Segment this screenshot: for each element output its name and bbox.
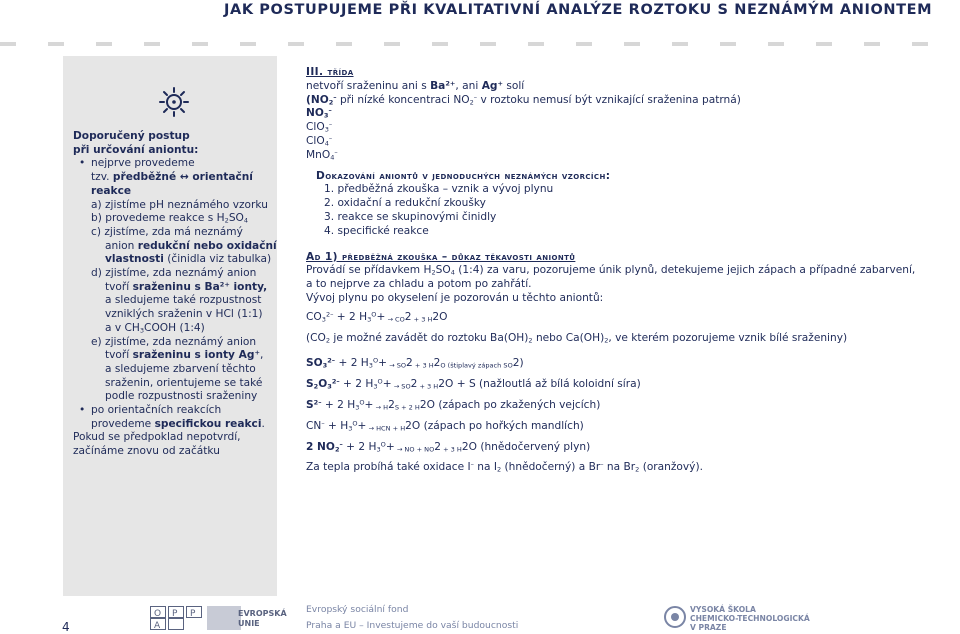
reaction-part: 2 <box>433 357 441 370</box>
reaction-part: na Br <box>603 461 636 474</box>
reaction-part: 2– <box>325 310 334 319</box>
sidebar-bullet: • po orientačních reakcích <box>73 404 273 418</box>
reaction-part: (hnědočerný) a Br <box>501 461 601 474</box>
svg-text:O: O <box>154 609 162 619</box>
reaction-part: (CO <box>306 331 326 344</box>
reaction-part: + 3 H <box>411 315 433 324</box>
reaction-part: 2 <box>512 357 520 370</box>
sidebar-line: vzniklých sraženin v HCl (1:1) <box>105 308 263 321</box>
reaction-part: O <box>380 439 386 448</box>
sidebar-heading: Doporučený postup <box>73 130 190 142</box>
reaction-no2 <box>306 441 946 455</box>
reaction-part: 3 <box>367 315 372 324</box>
reaction-part: O <box>372 356 379 365</box>
oxidation-note <box>306 461 946 475</box>
reaction-part: S <box>306 378 314 391</box>
svg-text:P: P <box>172 609 178 619</box>
reaction-part: + 2 H <box>321 398 356 411</box>
reaction-part: O <box>318 378 328 391</box>
reaction-part: O <box>359 398 365 407</box>
reaction-part: O + S (nažloutlá až bílá koloidní síra) <box>445 378 641 391</box>
sidebar-line: vlastnosti (činidla viz tabulka) <box>105 253 272 266</box>
anion-mno4: MnO$_4$– <box>306 148 338 162</box>
sidebar-text <box>73 130 277 459</box>
reaction-cn <box>306 420 946 434</box>
reaction-part: 3 <box>373 382 378 391</box>
reaction-part: 3 <box>321 315 326 324</box>
reaction-part: O (zápach po hořkých mandlích) <box>411 419 584 432</box>
reaction-part: 3 <box>348 424 353 433</box>
anion-no3: $NO_3^-$ <box>306 106 332 121</box>
sidebar-line: sraženin, orientujeme se také <box>105 376 263 389</box>
reaction-part: 3 <box>376 445 381 454</box>
reaction-part: – <box>470 460 474 469</box>
sidebar-line: c) zjistíme, zda má neznámý <box>91 225 243 238</box>
reaction-co3 <box>306 311 946 325</box>
sidebar-line: d) zjistíme, zda neznámý anion <box>91 267 257 280</box>
reaction-part: SO <box>306 357 323 370</box>
reaction-part: 2– <box>313 398 322 407</box>
reaction-part: S <box>306 398 314 411</box>
reaction-part: + <box>378 357 388 370</box>
reaction-part: 2 <box>410 378 418 391</box>
reaction-part: , ve kterém pozorujeme vznik bílé sraženiny) <box>608 331 848 344</box>
sidebar-line: tzv. předběžné ↔ orientační <box>91 171 253 184</box>
reaction-part: Za tepla probíhá také oxidace I <box>306 461 471 474</box>
reaction-part: + 2 H <box>335 357 369 370</box>
reaction-part: + <box>376 310 386 323</box>
text-line: ($NO_2^-$ při nízké koncentraci $NO_2^-$ v roztoku nemusí být vznikající sraženina patrná) <box>306 92 741 107</box>
sidebar-line: a) zjistíme pH neznámého vzorku <box>91 198 268 211</box>
reaction-part: (oranžový). <box>639 461 703 474</box>
reaction-part: O <box>377 377 383 386</box>
list-item: 4. specifické reakce <box>324 224 429 237</box>
reaction-part: + <box>364 398 374 411</box>
reaction-part: O (štiplavý zápach SO <box>440 361 513 370</box>
sidebar-heading-2: při určování aniontu: <box>73 143 199 156</box>
reaction-part: 3 <box>327 382 332 391</box>
sidebar-line: tvoří sraženinu s $Ba^{2+}$ ionty, <box>105 280 268 293</box>
reaction-part: 2 <box>334 445 340 454</box>
sidebar-line: a sledujeme také rozpustnost <box>105 294 262 307</box>
reaction-s <box>306 399 946 413</box>
page-number: 4 <box>62 620 70 634</box>
sidebar-line: provedeme specifickou reakci. <box>91 417 265 430</box>
sidebar-line: tvoří sraženinu s ionty Ag+, <box>105 348 264 362</box>
reaction-part: → SO <box>393 382 411 391</box>
reaction-part: → NO + NO <box>396 445 435 454</box>
reaction-part: 3 <box>322 361 328 370</box>
section-heading: III. třída <box>306 66 354 78</box>
reaction-part: O (hnědočervený plyn) <box>468 440 591 453</box>
reaction-part: 2 <box>604 336 609 345</box>
sidebar-line: Pokud se předpoklad nepotvrdí, <box>73 431 241 444</box>
text-line: Provádí se přídavkem $H_2SO_4$ (1:4) za varu, pozorujeme únik plynů, detekujeme jejich zápach a případné zabarvení, <box>306 264 916 277</box>
reaction-so3 <box>306 357 946 371</box>
text-line: a to nejprve za chladu a potom po zahřátí. <box>306 278 532 291</box>
sidebar-line: začínáme znovu od začátku <box>73 445 220 458</box>
anion-clo3: ClO$_3$– <box>306 120 333 134</box>
text-line: Vývoj plynu po okyselení je pozorován u těchto aniontů: <box>306 291 604 304</box>
reaction-part: nebo Ca(OH) <box>532 331 605 344</box>
reaction-part: – <box>600 460 604 469</box>
reaction-part: + 3 H <box>412 361 434 370</box>
svg-text:A: A <box>154 621 161 630</box>
reaction-part: 2 NO <box>306 440 335 453</box>
footer <box>0 600 960 633</box>
sidebar-line: reakce <box>91 184 132 197</box>
reaction-part: 3 <box>368 361 373 370</box>
list-item: 3. reakce se skupinovými činidly <box>324 210 497 223</box>
reaction-part: + H <box>324 419 349 432</box>
sidebar-line: b) provedeme reakce s $H_2SO_4$ <box>91 212 249 225</box>
main-content <box>306 66 946 475</box>
reaction-part: – <box>339 439 343 448</box>
reaction-part: 2– <box>327 356 336 365</box>
reaction-s2o3 <box>306 378 946 392</box>
reaction-part: 2 <box>419 398 427 411</box>
reaction-part: 2 <box>496 465 502 474</box>
arrow-right-icon: → <box>393 382 400 391</box>
reaction-part: + 2 H <box>339 378 374 391</box>
list-item: 1. předběžná zkouška – vznik a vývoj plynu <box>324 183 554 196</box>
reaction-part: + <box>385 440 395 453</box>
reaction-part: 2 <box>438 378 445 391</box>
reaction-part: 2 <box>434 440 441 453</box>
reaction-part: + <box>357 419 367 432</box>
reaction-part: → CO <box>387 315 405 324</box>
reaction-part: + 3 H <box>417 382 439 391</box>
sidebar-line: podle rozpustnosti sraženiny <box>105 390 258 403</box>
reaction-part: na I <box>473 461 497 474</box>
reaction-part: → SO <box>389 361 407 370</box>
reaction-part: – <box>321 419 325 428</box>
reaction-part: O <box>439 310 448 323</box>
arrow-right-icon: → <box>396 445 403 454</box>
reaction-part: S + 2 H <box>394 403 420 412</box>
reaction-part: + 2 H <box>342 440 377 453</box>
svg-text:P: P <box>190 609 196 619</box>
sidebar-line: e) zjistíme, zda neznámý anion <box>91 335 257 348</box>
reaction-part: → HCN + H <box>368 424 406 433</box>
reaction-part: CN <box>306 419 322 432</box>
sidebar-line: a sledujeme zbarvení těchto <box>105 362 256 375</box>
reaction-part: ) <box>519 357 524 370</box>
section-heading: Dokazování aniontů v jednoduchých neznámých vzorcích: <box>316 169 611 182</box>
vscht-logo-icon <box>664 605 686 629</box>
reaction-part: CO <box>306 310 322 323</box>
section-heading: Ad 1) předběžná zkouška – důkaz těkavosti aniontů <box>306 250 576 263</box>
reaction-part: + 3 H <box>440 445 462 454</box>
reaction-part: 2 <box>388 398 395 411</box>
arrow-right-icon: → <box>389 361 395 370</box>
reaction-part: 2 <box>528 336 533 345</box>
sidebar-line: a v $CH_3COOH$ (1:4) <box>105 321 205 335</box>
reaction-part: 2 <box>405 419 412 432</box>
arrow-right-icon: → <box>368 424 375 433</box>
fund-slogan: Praha a EU – Investujeme do vaší budoucnosti <box>306 620 519 631</box>
reaction-part: 2 <box>325 336 331 345</box>
reaction-part: je možné zavádět do roztoku Ba(OH) <box>330 331 529 344</box>
reaction-part: 2 <box>313 382 319 391</box>
sun-icon <box>158 86 190 118</box>
reaction-part: 2 <box>406 357 413 370</box>
reaction-part: + <box>382 378 392 391</box>
reaction-part: → H <box>375 403 389 412</box>
reaction-part: 2– <box>331 377 340 386</box>
arrow-right-icon: → <box>375 403 382 412</box>
reaction-part: 3 <box>355 403 360 412</box>
list-item: 2. oxidační a redukční zkoušky <box>324 197 486 210</box>
arrow-right-icon: → <box>387 315 393 324</box>
dashed-divider <box>0 42 960 46</box>
opp-logo-icon <box>150 606 202 630</box>
reaction-part: 2 <box>404 310 412 323</box>
reaction-part: O (zápach po zkažených vejcích) <box>426 398 601 411</box>
fund-label: Evropský sociální fond <box>306 604 409 615</box>
reaction-part: O <box>352 419 358 428</box>
reaction-part: + 2 H <box>333 310 368 323</box>
anion-clo4: ClO$_4$– <box>306 134 333 148</box>
page-title: JAK POSTUPUJEME PŘI KVALITATIVNÍ ANALÝZE ROZTOKU S NEZNÁMÝM ANIONTEM <box>224 2 933 18</box>
text-line: netvoří sraženinu ani s $Ba^{2+}$, ani Ag+ solí <box>306 79 525 92</box>
sidebar-line: anion redukční nebo oxidační <box>105 239 277 252</box>
reaction-part: O <box>371 310 377 319</box>
reaction-part: 2 <box>461 440 469 453</box>
vscht-label: VYSOKÁ ŠKOLA CHEMICKO-TECHNOLOGICKÁ V PRAZE <box>690 605 810 632</box>
reaction-part: 2 <box>635 465 640 474</box>
reaction-part: 2 <box>432 310 440 323</box>
eu-label: EVROPSKÁ UNIE <box>238 609 287 628</box>
sidebar-bullet: • nejprve provedeme <box>73 157 273 171</box>
reaction-note <box>306 332 946 346</box>
eu-flag-icon <box>207 606 241 630</box>
